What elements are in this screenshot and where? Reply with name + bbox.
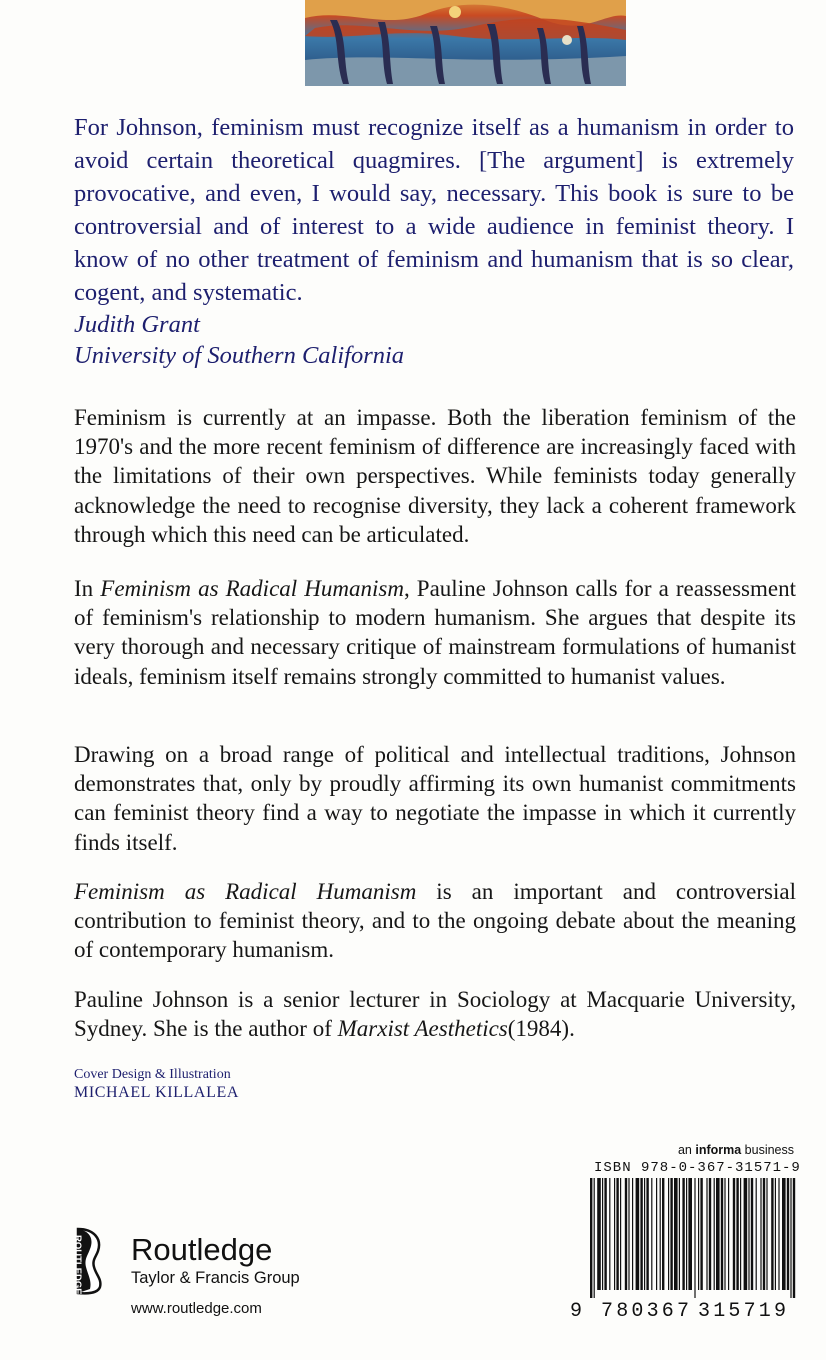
- barcode-bars: [590, 1178, 796, 1298]
- barcode-bar: [700, 1178, 702, 1290]
- informa-tagline: [678, 1143, 794, 1157]
- description-paragraph-2: [74, 574, 796, 691]
- barcode-bar: [674, 1178, 678, 1290]
- barcode-bar: [646, 1178, 648, 1290]
- paragraph-2-rest: , Pauline Johnson calls for a reassessment of feminism's relationship to modern humanism. She argues that despite its very thorough and necessary critique of mainstream formulations of humanist ideals, feminism itself remains strongly committed to humanist values.: [74, 576, 796, 689]
- barcode-bar: [644, 1178, 645, 1290]
- barcode-bar: [733, 1178, 735, 1290]
- barcode-bar: [740, 1178, 741, 1290]
- description-paragraph-3: Drawing on a broad range of political and intellectual traditions, Johnson demonstrates that, only by proudly affirming its own humanist commitments can feminist theory find a way to negotiate the impasse in which it currently finds itself.: [74, 742, 796, 855]
- barcode-bar: [790, 1178, 791, 1298]
- isbn-number: ISBN 978-0-367-31571-9: [594, 1160, 801, 1176]
- barcode-bar: [660, 1178, 661, 1290]
- barcode-bar: [698, 1178, 699, 1290]
- paragraph-2-lead: In: [74, 576, 101, 601]
- barcode-bar: [751, 1178, 753, 1290]
- barcode-bar: [597, 1178, 601, 1290]
- routledge-logo-icon: [72, 1227, 106, 1295]
- barcode-bar: [679, 1178, 680, 1290]
- barcode-bar: [651, 1178, 652, 1290]
- barcode-bar: [604, 1178, 606, 1290]
- barcode-bar: [724, 1178, 725, 1290]
- barcode-lead-digit: 9: [570, 1300, 583, 1323]
- barcode-bar: [682, 1178, 684, 1290]
- barcode-bar: [793, 1178, 795, 1298]
- barcode-bar: [787, 1178, 789, 1290]
- barcode-bar: [782, 1178, 786, 1290]
- paragraph-4-rest: is an important and controversial contribution to feminist theory, and to the ongoing debate about the meaning of contemporary humanism.: [74, 879, 796, 963]
- barcode-bar: [686, 1178, 687, 1290]
- informa-prefix: an: [677, 1143, 696, 1157]
- bio-lead: Pauline Johnson is a senior lecturer in Sociology at Macquarie University, Sydney. She is the author of: [74, 987, 796, 1042]
- cover-credit-title: Cover Design & Illustration: [74, 1067, 231, 1082]
- review-quote: For Johnson, feminism must recognize itself as a humanism in order to avoid certain theoretical quagmires. [The argument] is extremely provocative, and even, I would say, necessary. This book is sure to be controversial and of interest to a wide audience in feminist theory. I know of no other treatment of feminism and humanism that is so clear, cogent, and systematic.: [74, 114, 794, 306]
- informa-brand: informa: [695, 1143, 742, 1157]
- barcode-bar: [766, 1178, 767, 1290]
- barcode-bar: [632, 1178, 633, 1290]
- barcode-bar: [616, 1178, 618, 1290]
- book-title-inline: Feminism as Radical Humanism: [100, 576, 404, 601]
- barcode-bar: [609, 1178, 610, 1290]
- barcode-bar: [728, 1178, 729, 1290]
- barcode-bar: [688, 1178, 692, 1290]
- review-author: Judith Grant: [74, 311, 200, 338]
- description-paragraph-4: [74, 877, 796, 965]
- review-affiliation: University of Southern California: [74, 342, 405, 369]
- barcode-bar: [744, 1178, 748, 1290]
- bio-rest: (1984).: [507, 1016, 575, 1042]
- barcode-bar: [706, 1178, 707, 1290]
- informa-suffix: business: [741, 1143, 794, 1157]
- cover-credit-name: MICHAEL KILLALEA: [74, 1084, 239, 1101]
- book-title-inline: Feminism as Radical Humanism: [74, 879, 417, 904]
- barcode-bar: [716, 1178, 720, 1290]
- barcode-bar: [763, 1178, 765, 1290]
- barcode-bar: [662, 1178, 664, 1290]
- barcode-bar: [625, 1178, 627, 1290]
- barcode-bar: [778, 1178, 779, 1290]
- barcode-digits-right: 315719: [698, 1300, 790, 1323]
- barcode-bar: [628, 1178, 629, 1290]
- barcode-bar: [656, 1178, 657, 1290]
- barcode-bar: [668, 1178, 669, 1290]
- barcode-bar: [714, 1178, 715, 1290]
- logo-wordmark: ROUTLEDGE: [72, 1235, 83, 1295]
- prior-book-title: Marxist Aesthetics: [337, 1016, 508, 1042]
- barcode-bar: [771, 1178, 773, 1290]
- barcode-bar: [756, 1178, 757, 1290]
- barcode-bar: [602, 1178, 603, 1290]
- barcode-bar: [594, 1178, 595, 1298]
- review-blurb: [74, 111, 794, 371]
- publisher-name: Routledge: [131, 1232, 273, 1267]
- barcode-bar: [620, 1178, 621, 1290]
- barcode-bar: [640, 1178, 642, 1290]
- cover-illustration: [305, 0, 626, 86]
- barcode-bar: [721, 1178, 723, 1290]
- barcode-bar: [775, 1178, 776, 1290]
- publisher-website: www.routledge.com: [131, 1300, 262, 1317]
- publisher-group: Taylor & Francis Group: [131, 1269, 300, 1287]
- barcode-bar: [590, 1178, 592, 1298]
- barcode-bar: [694, 1178, 695, 1298]
- barcode-bar: [736, 1178, 738, 1290]
- barcode-bar: [709, 1178, 711, 1290]
- barcode-digits-left: 780367: [601, 1300, 693, 1323]
- barcode-bar: [760, 1178, 761, 1290]
- barcode-bar: [614, 1178, 615, 1290]
- abstract-painting-illustration: [305, 0, 626, 86]
- author-bio: [74, 985, 796, 1043]
- barcode-bar: [636, 1178, 640, 1290]
- description-paragraph-1: Feminism is currently at an impasse. Both the liberation feminism of the 1970's and the more recent feminism of difference are increasingly faced with the limitations of their own perspectives. While feminists today generally acknowledge the need to recognise diversity, they lack a coherent framework through which this need can be articulated.: [74, 405, 796, 547]
- barcode-bar: [670, 1178, 672, 1290]
- barcode-bar: [748, 1178, 749, 1290]
